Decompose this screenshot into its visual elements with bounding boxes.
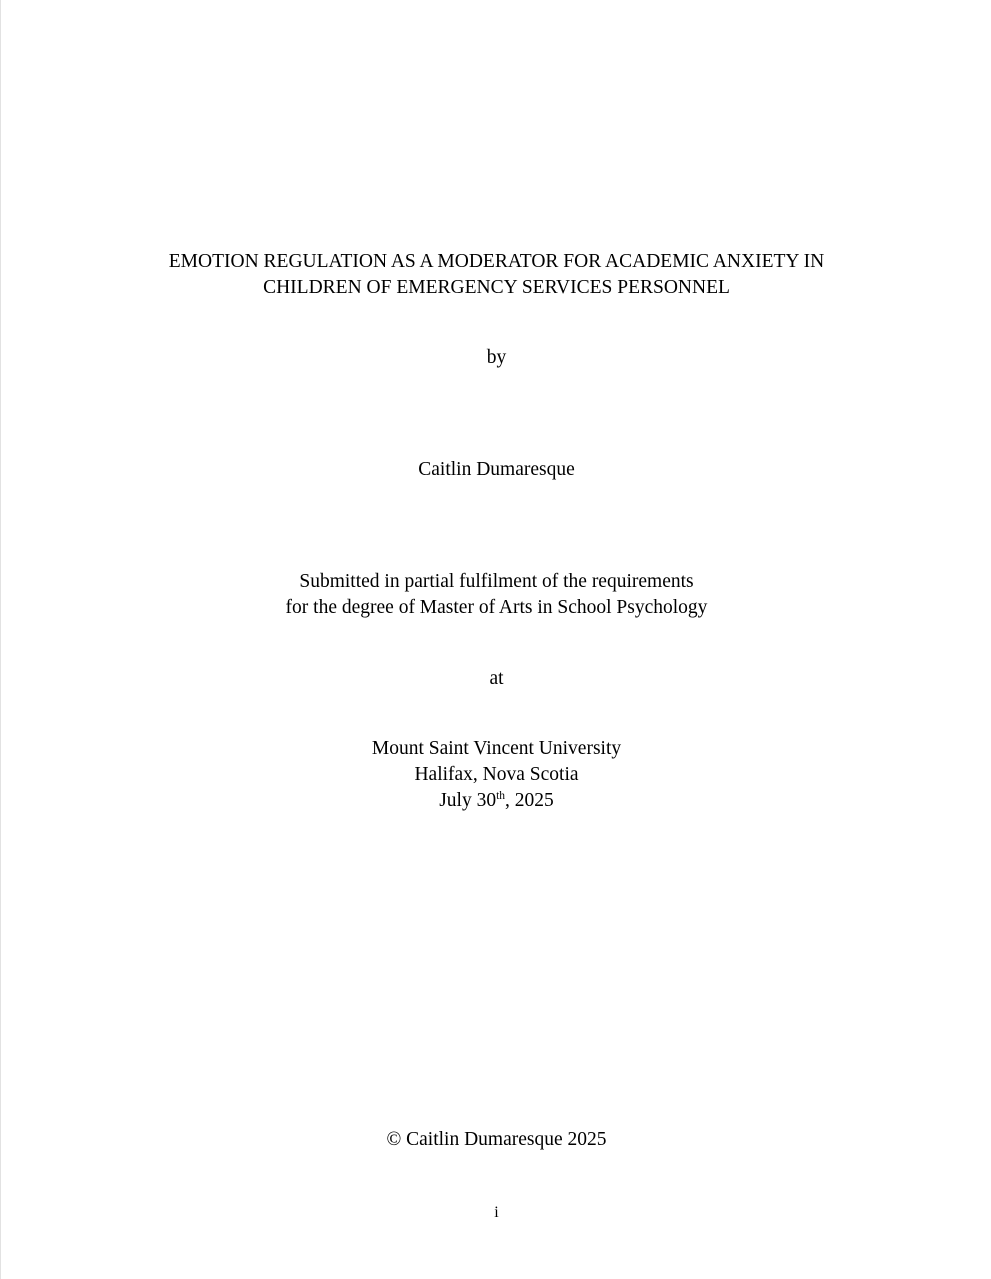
date-ordinal-suffix: th: [496, 790, 506, 802]
submission-statement-line-2: for the degree of Master of Arts in School Psychology: [285, 597, 708, 618]
thesis-title-line-2: CHILDREN OF EMERGENCY SERVICES PERSONNEL: [263, 277, 730, 298]
at-label: at: [489, 668, 504, 689]
submission-statement-line-1: Submitted in partial fulfilment of the requirements: [299, 571, 694, 592]
page-number: i: [494, 1204, 499, 1221]
institution-name: Mount Saint Vincent University: [371, 738, 622, 759]
institution-location: Halifax, Nova Scotia: [414, 764, 579, 785]
by-label: by: [486, 347, 507, 368]
copyright-notice: © Caitlin Dumaresque 2025: [386, 1129, 607, 1150]
submission-date: [1, 788, 991, 814]
thesis-title-line-1: EMOTION REGULATION AS A MODERATOR FOR ACADEMIC ANXIETY IN: [168, 251, 825, 272]
author-name: Caitlin Dumaresque: [418, 459, 575, 480]
date-prefix: July 30: [439, 790, 497, 811]
date-rest: , 2025: [505, 790, 554, 811]
